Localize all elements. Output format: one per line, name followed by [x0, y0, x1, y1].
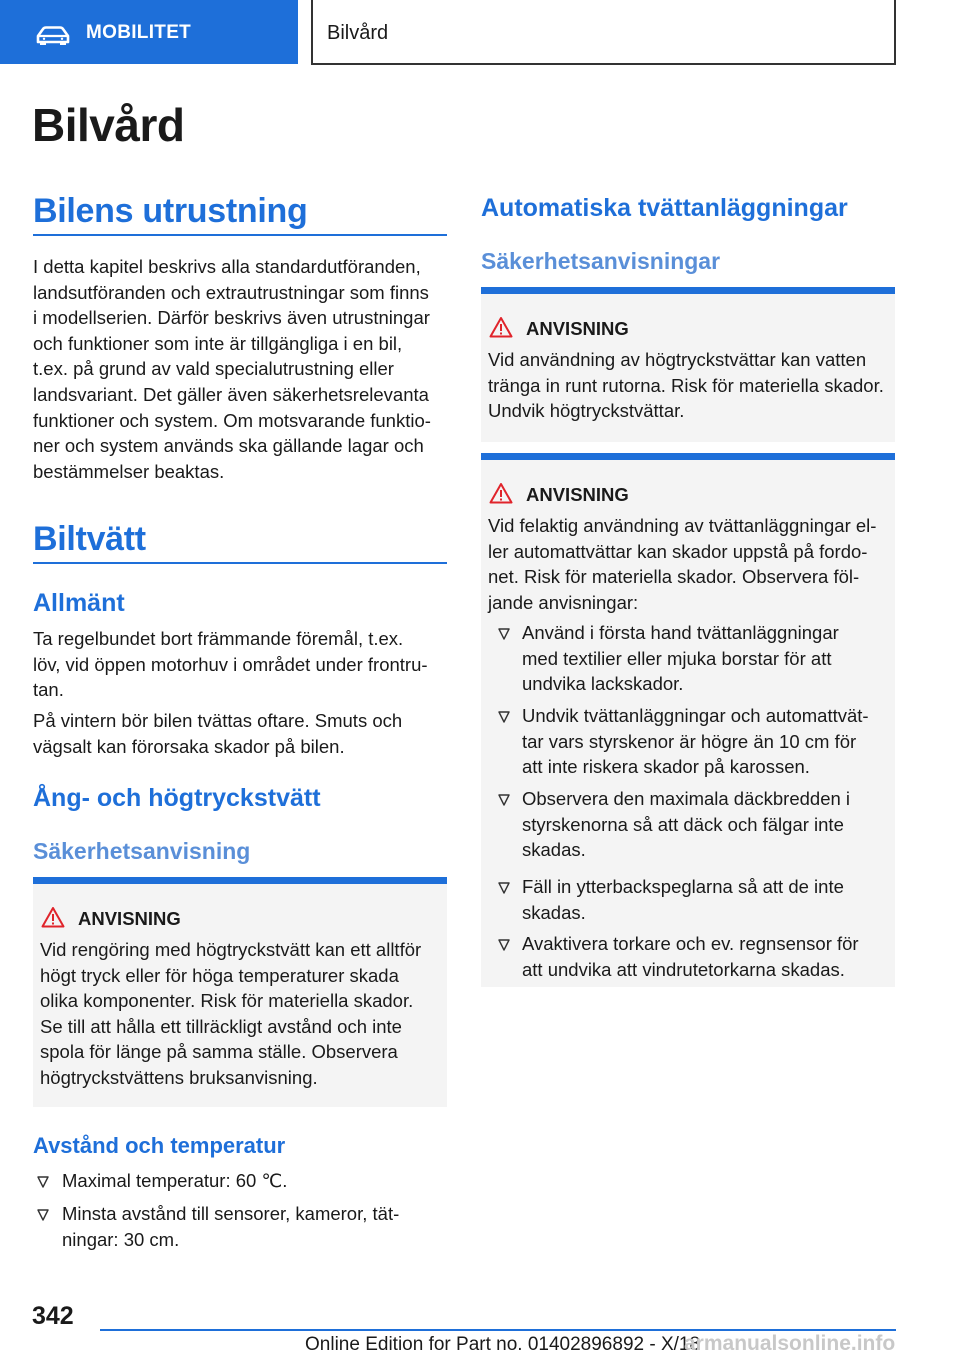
warning-title: ANVISNING: [526, 318, 629, 339]
warning-box: [481, 287, 895, 442]
text-line: I detta kapitel beskrivs alla standardutföranden,: [33, 256, 421, 277]
heading-sakerhetsanvisning: Säkerhetsanvisning: [33, 838, 251, 864]
warning-box: [33, 877, 447, 1107]
text-line: Vid användning av högtryckstvättar kan vatten: [488, 349, 867, 370]
heading-bilens-utrustning: Bilens utrustning: [33, 192, 308, 230]
text-line: undvika lackskador.: [522, 673, 684, 695]
text-line: På vintern bör bilen tvättas oftare. Smuts och: [33, 710, 403, 731]
chapter-header: [311, 0, 896, 65]
paragraph-allmant-1: [33, 626, 447, 703]
triangle-bullet-icon: [498, 882, 510, 894]
car-icon: [36, 26, 70, 46]
warning-triangle-icon: [41, 906, 65, 928]
warning-title: ANVISNING: [526, 484, 629, 505]
text-line: net. Risk för materiella skador. Observera föl-: [488, 566, 860, 588]
list-item: [498, 620, 895, 698]
heading-automatiska-tvattanlaggningar: Automatiska tvättanläggningar: [481, 194, 848, 222]
text-line: ningar: 30 cm.: [62, 1228, 180, 1250]
text-line: Vid felaktig användning av tvättanläggningar el-: [488, 515, 877, 536]
heading-allmant: Allmänt: [33, 589, 125, 617]
text-line: funktioner och system. Om motsvarande funktio-: [33, 409, 431, 431]
heading-biltvatt: Biltvätt: [33, 520, 146, 558]
triangle-bullet-icon: [498, 939, 510, 951]
list-item: [498, 874, 895, 926]
triangle-bullet-icon: [498, 794, 510, 806]
text-line: och funktioner som inte är tillgängliga i en bil,: [33, 332, 403, 354]
section-tab-label: MOBILITET: [86, 22, 192, 43]
warning-text: [488, 347, 889, 424]
list-item: [498, 786, 895, 864]
text-line: Undvik högtryckstvättar.: [488, 400, 685, 422]
heading-rule: [33, 234, 447, 236]
footer-edition: Online Edition for Part no. 01402896892 - X/18: [305, 1334, 701, 1355]
text-line: Vid rengöring med högtryckstvätt kan ett alltför: [40, 939, 422, 960]
heading-sakerhetsanvisningar: Säkerhetsanvisningar: [481, 248, 721, 274]
text-line: ler automattvättar kan skador uppstå på fordo-: [488, 540, 868, 562]
text-line: med textilier eller mjuka borstar för att: [522, 647, 832, 669]
text-line: Avaktivera torkare och ev. regnsensor för: [522, 933, 859, 954]
triangle-bullet-icon: [498, 628, 510, 640]
text-line: Minsta avstånd till sensorer, kameror, tät-: [62, 1203, 400, 1224]
text-line: bestämmelser beaktas.: [33, 460, 225, 482]
footer-rule: [100, 1329, 896, 1331]
text-line: högtryckstvättens bruksanvisning.: [40, 1066, 318, 1088]
triangle-bullet-icon: [498, 711, 510, 723]
text-line: Ta regelbundet bort främmande föremål, t.ex.: [33, 628, 404, 649]
watermark: armanualsonline.info: [684, 1332, 896, 1355]
text-line: olika komponenter. Risk för materiella skador.: [40, 990, 414, 1012]
text-line: högt tryck eller för höga temperaturer skada: [40, 964, 399, 986]
list-item: [498, 703, 895, 781]
text-line: löv, vid öppen motorhuv i området under frontru-: [33, 653, 428, 675]
warning-box: [481, 453, 895, 987]
list-item: [37, 1168, 447, 1194]
text-line: t.ex. på grund av vald specialutrustning eller: [33, 358, 394, 380]
text-line: att inte riskera skador på karossen.: [522, 756, 810, 778]
text-line: skadas.: [522, 839, 586, 861]
text-line: tränga in runt rutorna. Risk för materiella skador.: [488, 374, 884, 396]
chapter-label: Bilvård: [327, 22, 389, 44]
page-number: 342: [32, 1302, 74, 1330]
text-line: Använd i första hand tvättanläggningar: [522, 622, 839, 643]
section-tab[interactable]: [0, 0, 298, 64]
text-line: att undvika att vindrutetorkarna skadas.: [522, 958, 845, 980]
warning-triangle-icon: [489, 316, 513, 338]
warning-text: [488, 513, 889, 615]
triangle-bullet-icon: [37, 1209, 49, 1221]
heading-rule: [33, 562, 447, 564]
text-line: landsvariant. Det gäller även säkerhetsrelevanta: [33, 383, 429, 405]
warning-triangle-icon: [489, 482, 513, 504]
text-line: landsutföranden och extrautrustningar som finns: [33, 281, 429, 303]
list-item: [498, 931, 895, 983]
text-line: Fäll in ytterbackspeglarna så att de inte: [522, 876, 844, 897]
warning-text: [40, 937, 441, 1091]
page-title: Bilvård: [32, 99, 185, 151]
heading-ang-hogtryck: Ång- och högtryckstvätt: [33, 784, 321, 812]
triangle-bullet-icon: [37, 1176, 49, 1188]
list-item-text: [522, 874, 844, 925]
text-line: ner och system används ska gällande lagar och: [33, 435, 424, 457]
text-line: jande anvisningar:: [488, 591, 639, 613]
text-line: Undvik tvättanläggningar och automattvät-: [522, 705, 869, 726]
paragraph-utrustning: [33, 254, 447, 484]
text-line: Se till att hålla ett tillräckligt avstånd och inte: [40, 1015, 402, 1037]
text-line: spola för länge på samma ställe. Observera: [40, 1041, 398, 1063]
warning-title: ANVISNING: [78, 908, 181, 929]
text-line: i modellserien. Därför beskrivs även utrustningar: [33, 307, 430, 329]
text-line: Observera den maximala däckbredden i: [522, 788, 851, 809]
list-item-text: [62, 1168, 287, 1194]
text-line: styrskenorna så att däck och fälgar inte: [522, 813, 844, 835]
list-item-text: [522, 786, 850, 863]
heading-avstand-temperatur: Avstånd och temperatur: [33, 1133, 286, 1158]
text-line: tan.: [33, 679, 64, 701]
paragraph-allmant-2: [33, 708, 447, 759]
list-item-text: [522, 931, 859, 982]
list-item-text: [522, 703, 869, 780]
text-line: Maximal temperatur: 60 ℃.: [62, 1170, 288, 1191]
text-line: skadas.: [522, 901, 586, 923]
list-item-text: [522, 620, 839, 697]
text-line: tar vars styrskenor är högre än 10 cm för: [522, 730, 857, 752]
list-item: [37, 1201, 447, 1253]
text-line: vägsalt kan förorsaka skador på bilen.: [33, 735, 345, 757]
list-item-text: [62, 1201, 399, 1252]
